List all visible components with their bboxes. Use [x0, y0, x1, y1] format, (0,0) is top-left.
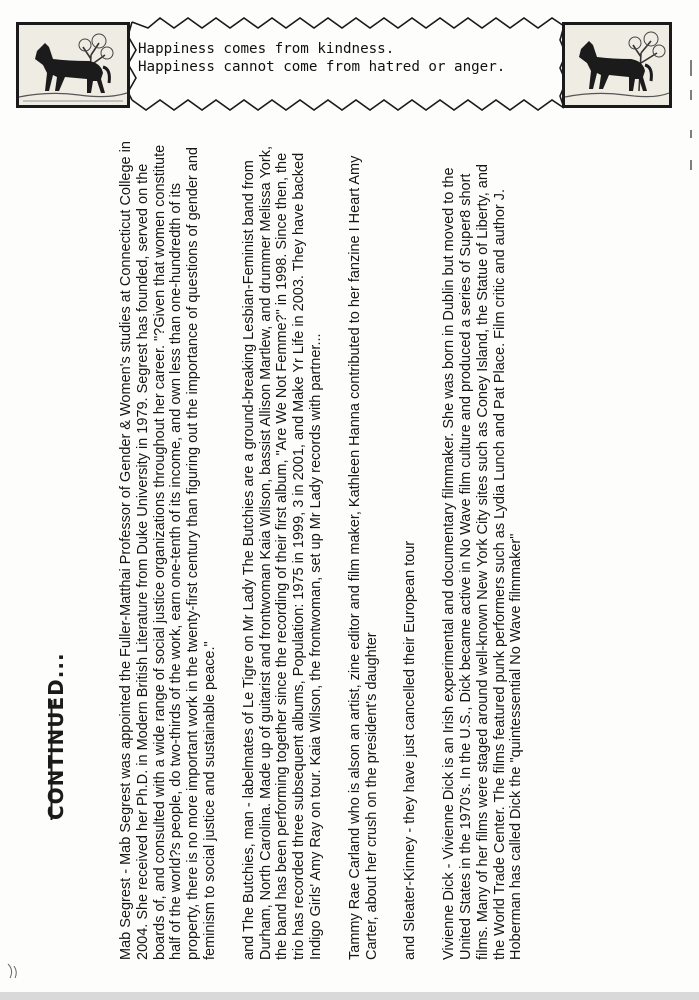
motto-line-2: Happiness cannot come from hatred or anger. [138, 59, 506, 75]
motto-text [138, 40, 578, 76]
header [16, 14, 676, 114]
paragraph-the-butchies: and The Butchies, man - labelmates of Le Tigre on Mr Lady The Butchies are a ground-breaking Lesbian-Feminist band from Durham, North Carolina. Made up of guitarist and frontwoman Kaia Wilson, bassist Allison Martlew, and drummer Melissa York, the band has been performing together since the recording of their first album, "Are We Not Femme?" in 1998. Since then, the trio has recorded three subsequent albums, Population: 1975 in 1999, 3 in 2001, and Make Yr Life in 2003. They have backed Indigo Girls' Amy Ray on tour. Kaia Wilson, the frontwoman, set up Mr Lady records with partner... [240, 146, 324, 960]
paragraph-tammy-rae-carland: Tammy Rae Carland who is alson an artist, zine editor and film maker, Kathleen Hanna contributed to her fanzine I Heart Amy Carter, about her crush on the president's daughter [346, 155, 380, 960]
continued-dots: ... [44, 652, 68, 679]
handwritten-continued [44, 652, 68, 820]
continued-word: CONTINUED [44, 678, 68, 820]
horse-icon [19, 25, 127, 105]
paragraph-list [118, 140, 547, 960]
paragraph-mab-segrest: Mab Segrest - Mab Segrest was appointed the Fuller-Matthai Professor of Gender & Women's studies at Connecticut College in 2004. She received her Ph.D. in Modern British Literature from Duke University in 1979. Segrest has founded, served on the boards of, and consulted with a wide range of social justice organizations throughout her career. "?Given that women constitute half of the world?s people, do two-thirds of the work, earn one-tenth of its income, and own less than one-hundredth of its property, there is no more important work in the twenty-first century than figuring out the importance of questions of gender and feminism to social justice and sustainable peace." [118, 141, 218, 960]
continued-underline [50, 700, 53, 820]
scribble-mark [6, 962, 20, 980]
rotated-text-block [108, 100, 668, 960]
scan-bottom-edge [0, 992, 699, 1000]
paragraph-vivienne-dick: Vivienne Dick - Vivienne Dick is an Irish experimental and documentary filmmaker. She was born in Dublin but moved to the United States in the 1970's. In the U.S., Dick became active in No Wave film culture and produced a series of Super8 short films. Many of her films were staged around well-known New York City sites such as Coney Island, the Statue of Liberty, and the World Trade Center. The films featured punk performers such as Lydia Lunch and Pat Place. Film critic and author J. Hoberman has called Dick the "quintessential No Wave filmmaker" [441, 164, 525, 960]
motto-banner [126, 14, 566, 114]
horse-icon [565, 25, 669, 105]
page-edge-mark [688, 60, 694, 180]
horse-illustration-right [562, 22, 672, 108]
paragraph-sleater-kinney: and Sleater-Kinney - they have just cancelled their European tour [402, 540, 419, 960]
horse-illustration-left [16, 22, 130, 108]
motto-line-1: Happiness comes from kindness. [138, 41, 395, 57]
